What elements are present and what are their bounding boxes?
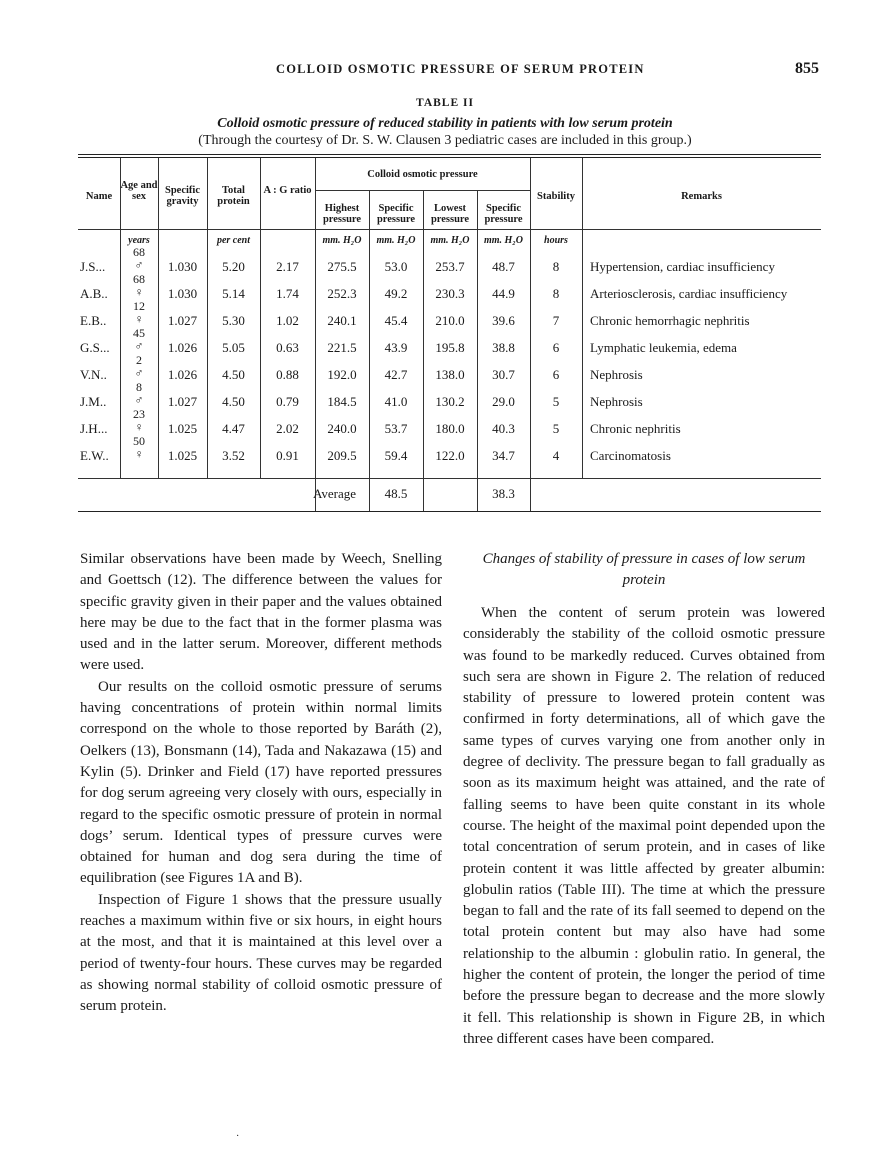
header-bottom-rule	[78, 229, 821, 230]
average-label: Average	[312, 486, 357, 501]
row-sex: ♀	[134, 312, 144, 326]
row-highest: 240.0	[327, 421, 357, 436]
row-specific-gravity: 1.026	[167, 340, 198, 355]
average-specific-1: 48.5	[384, 486, 408, 501]
table-note: (Through the courtesy of Dr. S. W. Clausen 3 pediatric cases are included in this group.)	[198, 133, 692, 148]
unit-specific-1: mm. H₂O	[376, 235, 416, 246]
running-title: COLLOID OSMOTIC PRESSURE OF SERUM PROTEIN	[276, 62, 645, 76]
row-remark: Chronic hemorrhagic nephritis	[590, 313, 750, 328]
unit-lowest: mm. H₂O	[430, 235, 470, 246]
row-specific-2: 39.6	[492, 313, 515, 328]
row-specific-gravity: 1.025	[167, 448, 198, 463]
unit-stability: hours	[544, 235, 568, 246]
row-specific-1: 49.2	[384, 286, 408, 301]
row-lowest: 230.3	[435, 286, 465, 301]
row-age: 12	[133, 299, 145, 313]
row-specific-1: 53.7	[384, 421, 408, 436]
header-cop-group: Colloid osmotic pressure	[367, 169, 478, 180]
row-age: 68	[133, 272, 145, 286]
header-highest: Highest pressure	[322, 203, 362, 225]
row-remark: Arteriosclerosis, cardiac insufficiency	[590, 286, 788, 301]
unit-highest: mm. H₂O	[322, 235, 362, 246]
row-lowest: 122.0	[435, 448, 465, 463]
row-name: G.S...	[80, 340, 110, 355]
row-age: 8	[136, 380, 142, 394]
row-stability: 5	[552, 394, 560, 409]
row-age: 23	[133, 407, 145, 421]
row-specific-gravity: 1.026	[167, 367, 198, 382]
header-stability: Stability	[537, 191, 575, 202]
row-ag-ratio: 0.91	[276, 448, 299, 463]
row-specific-2: 44.9	[492, 286, 515, 301]
row-age: 45	[133, 326, 145, 340]
row-specific-2: 29.0	[492, 394, 515, 409]
row-specific-1: 42.7	[384, 367, 408, 382]
row-stability: 6	[552, 367, 560, 382]
row-sex: ♂	[134, 339, 144, 353]
row-stability: 5	[552, 421, 560, 436]
row-lowest: 130.2	[435, 394, 465, 409]
row-stability: 7	[552, 313, 560, 328]
row-total-protein: 5.30	[222, 313, 245, 328]
row-specific-gravity: 1.027	[167, 313, 198, 328]
row-highest: 221.5	[327, 340, 357, 355]
table-caption: Colloid osmotic pressure of reduced stability in patients with low serum protein	[217, 116, 673, 131]
row-age: 50	[133, 434, 145, 448]
row-total-protein: 5.05	[222, 340, 245, 355]
row-specific-1: 45.4	[384, 313, 408, 328]
row-remark: Chronic nephritis	[590, 421, 681, 436]
table-bottom-rule	[78, 511, 821, 512]
average-specific-2: 38.3	[492, 486, 515, 501]
row-specific-1: 59.4	[384, 448, 408, 463]
row-name: J.S...	[80, 259, 106, 274]
row-total-protein: 3.52	[222, 448, 245, 463]
row-sex: ♀	[134, 447, 144, 461]
row-specific-gravity: 1.027	[167, 394, 198, 409]
row-lowest: 253.7	[435, 259, 465, 274]
row-ag-ratio: 0.63	[276, 340, 299, 355]
row-specific-1: 41.0	[384, 394, 408, 409]
row-name: E.B..	[80, 313, 107, 328]
row-specific-gravity: 1.030	[167, 286, 198, 301]
row-specific-1: 43.9	[384, 340, 408, 355]
row-specific-1: 53.0	[384, 259, 408, 274]
row-name: J.H...	[80, 421, 108, 436]
row-highest: 240.1	[327, 313, 357, 328]
section-heading: Changes of stability of pressure in cases of low serum protein	[482, 551, 806, 588]
unit-age: years	[128, 235, 150, 246]
table-top-rule	[78, 154, 821, 155]
row-sex: ♂	[134, 366, 144, 380]
row-name: A.B..	[80, 286, 108, 301]
header-total-protein: Total protein	[217, 185, 250, 207]
paragraph: When the content of serum protein was lowered considerably the stability of the colloid osmotic pressure was found to be markedly reduced. Curves obtained from such sera are shown in Figure 2. The relation of reduced stability of pressure to lowered protein content was confirmed in forty determinations, all of which gave the same types of curves varying one from another only in degree of declivity. The pressure began to fall gradually as soon as its maximum height was attained, and the rate of falling seems to have been quite constant in its whole course. The height of the maximal point depended upon the total concentration of serum protein, and in cases of like protein content it was little affected by greater albumin: globulin ratios (Table III). The time at which the pressure began to fall and the rate of its fall seemed to depend on the total protein content but may also have had some relationship to the albumin : globulin ratio. In general, the higher the content of protein, the longer the period of time before the pressure began to decrease and the more slowly it fell. This relationship is shown in Figure 2B, in which three different cases have been compared.	[463, 605, 825, 1047]
row-age: 2	[136, 353, 142, 367]
row-stability: 4	[552, 448, 560, 463]
row-ag-ratio: 1.74	[276, 286, 299, 301]
footer-mark: ·	[236, 1131, 240, 1142]
header-age-sex: Age and sex	[120, 180, 158, 202]
row-ag-ratio: 2.17	[276, 259, 299, 274]
row-ag-ratio: 2.02	[276, 421, 299, 436]
row-specific-2: 48.7	[492, 259, 515, 274]
paragraph: Similar observations have been made by Weech, Snelling and Goettsch (12). The difference between the values for specific gravity given in their paper and the values obtained here may be due to the fact that in the former plasma was used and in the latter serum. Moreover, different methods were used.	[80, 551, 442, 674]
row-highest: 252.3	[327, 286, 357, 301]
header-name: Name	[85, 191, 113, 202]
row-highest: 275.5	[327, 259, 357, 274]
row-lowest: 210.0	[435, 313, 465, 328]
row-stability: 8	[552, 259, 560, 274]
row-sex: ♂	[134, 393, 144, 407]
row-ag-ratio: 0.79	[276, 394, 299, 409]
row-total-protein: 4.50	[222, 394, 245, 409]
row-sex: ♀	[134, 285, 144, 299]
col-divider	[582, 158, 583, 478]
row-ag-ratio: 0.88	[276, 367, 299, 382]
row-specific-2: 30.7	[492, 367, 515, 382]
row-highest: 209.5	[327, 448, 357, 463]
body-bottom-rule	[78, 478, 821, 479]
row-lowest: 138.0	[435, 367, 465, 382]
header-specific-1: Specific pressure	[376, 203, 416, 225]
row-stability: 8	[552, 286, 560, 301]
header-remarks: Remarks	[681, 191, 722, 202]
row-lowest: 195.8	[435, 340, 465, 355]
row-remark: Nephrosis	[590, 394, 643, 409]
row-remark: Nephrosis	[590, 367, 643, 382]
table-top-rule-2	[78, 157, 821, 158]
header-specific-2: Specific pressure	[484, 203, 523, 225]
page-number: 855	[795, 60, 819, 77]
row-total-protein: 5.20	[222, 259, 245, 274]
row-total-protein: 4.47	[222, 421, 245, 436]
row-name: V.N..	[80, 367, 107, 382]
header-lowest: Lowest pressure	[430, 203, 470, 225]
left-column	[80, 549, 442, 1018]
paragraph: Inspection of Figure 1 shows that the pressure usually reaches a maximum within five or six hours, in eight hours at the most, and that it is maintained at this level over a period of twenty-four hours. These curves may be regarded as showing normal stability of colloid osmotic pressure of serum protein.	[80, 891, 442, 1015]
row-specific-gravity: 1.030	[167, 259, 198, 274]
table-label: TABLE II	[416, 97, 474, 109]
unit-total-protein: per cent	[216, 235, 251, 246]
row-ag-ratio: 1.02	[276, 313, 299, 328]
row-specific-2: 40.3	[492, 421, 515, 436]
row-specific-2: 38.8	[492, 340, 515, 355]
row-specific-gravity: 1.025	[167, 421, 198, 436]
row-remark: Carcinomatosis	[590, 448, 671, 463]
row-name: E.W..	[80, 448, 109, 463]
unit-specific-2: mm. H₂O	[483, 235, 524, 246]
row-lowest: 180.0	[435, 421, 465, 436]
right-column	[463, 549, 825, 1050]
row-highest: 192.0	[327, 367, 357, 382]
paragraph: Our results on the colloid osmotic pressure of serums having concentrations of protein within normal limits correspond on the whole to those reported by Baráth (2), Oelkers (13), Bonsmann (14), Tada and Nakazawa (15) and Kylin (5). Drinker and Field (17) have reported pressures for dog serum agreeing very closely with ours, especially in regard to the specific osmotic pressure of protein in normal dogs’ serum. Identical types of pressure curves were obtained for human and dog sera during the time of equilibration (see Figures 1A and B).	[80, 678, 442, 887]
row-total-protein: 5.14	[222, 286, 245, 301]
row-sex: ♂	[134, 258, 144, 272]
row-sex: ♀	[134, 420, 144, 434]
row-total-protein: 4.50	[222, 367, 245, 382]
header-ag-ratio: A : G ratio	[263, 185, 312, 196]
row-remark: Hypertension, cardiac insufficiency	[590, 259, 775, 274]
row-stability: 6	[552, 340, 560, 355]
row-name: J.M..	[80, 394, 107, 409]
row-highest: 184.5	[327, 394, 357, 409]
row-remark: Lymphatic leukemia, edema	[590, 340, 737, 355]
row-specific-2: 34.7	[492, 448, 515, 463]
row-age: 68	[133, 245, 145, 259]
header-specific-gravity: Specific gravity	[165, 185, 200, 207]
